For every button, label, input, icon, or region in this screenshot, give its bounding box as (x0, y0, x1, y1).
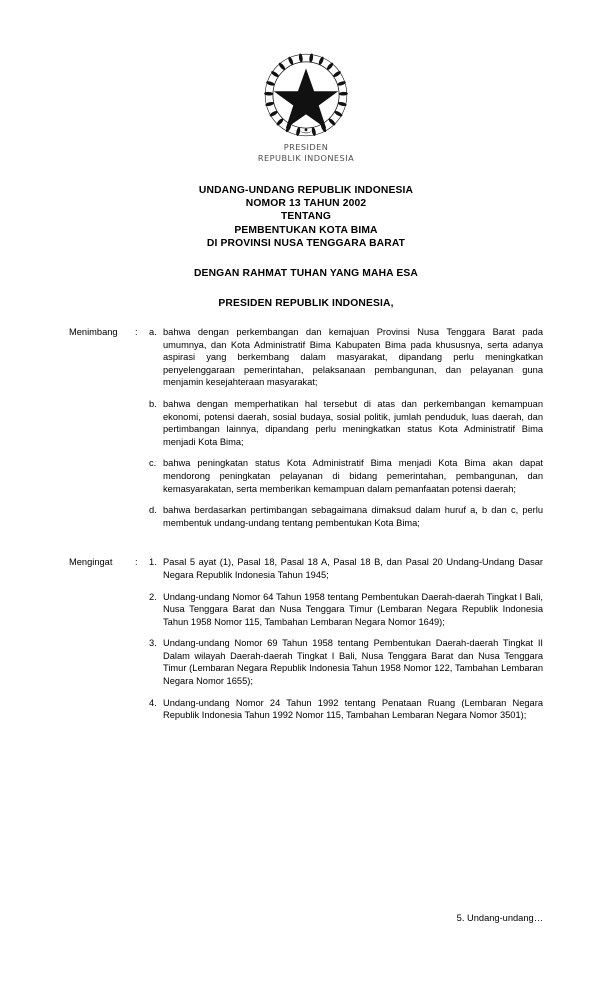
clause-marker: 3. (149, 638, 157, 649)
letterhead-caption-line2: REPUBLIK INDONESIA (257, 153, 355, 163)
clause-item (0, 697, 612, 722)
clause-spacer (0, 389, 612, 398)
clause-marker: 2. (149, 591, 157, 602)
clause-marker: a. (149, 327, 157, 337)
section-menimbang (0, 326, 612, 529)
clause-item (0, 398, 612, 448)
title-spacer-1 (0, 250, 612, 267)
clause-item (0, 556, 612, 581)
clause-marker: c. (149, 458, 157, 469)
clause-text: Undang-undang Nomor 64 Tahun 1958 tentang Pembentukan Daerah-daerah Tingkat I Bali, Nusa Tenggara Barat dan Nusa Tenggara Timur (Lembaran Negara Republik Indonesia Tahun 1958 Nomor 115, Tambahan Lembaran Negara Nomor 1649); (163, 591, 543, 627)
letterhead (0, 52, 612, 164)
clause-spacer (0, 448, 612, 457)
title-line-tentang: TENTANG (280, 211, 332, 223)
title-spacer-2 (0, 280, 612, 297)
clause-item (0, 457, 612, 495)
title-line-blessing: DENGAN RAHMAT TUHAN YANG MAHA ESA (193, 268, 419, 280)
section-colon-menimbang: : (135, 327, 138, 337)
title-line-province: DI PROVINSI NUSA TENGGARA BARAT (206, 237, 406, 249)
page-continuation-footer: 5. Undang-undang… (456, 913, 543, 923)
clause-item (0, 591, 612, 629)
clause-marker: d. (149, 505, 157, 516)
document-body (0, 326, 612, 722)
title-line-number-year: NOMOR 13 TAHUN 2002 (245, 198, 367, 210)
section-colon-mengingat: : (135, 557, 138, 568)
section-label-mengingat: Mengingat (69, 557, 113, 568)
garuda-star-wreath-emblem (263, 52, 349, 138)
section-mengingat (0, 556, 612, 722)
clause-spacer (0, 688, 612, 697)
clause-text: bahwa dengan perkembangan dan kemajuan Provinsi Nusa Tenggara Barat pada umumnya, dan Kota Administratif Bima Kabupaten Bima pada khususnya, serta adanya aspirasi yang berkembang dalam masyarakat, dipandang perlu meningkatkan penyelenggaraan pemerintahan, pelaksanaan pembangunan, dan pelayanan guna menjamin kesejahteraan masyarakat; (163, 327, 543, 388)
title-line-subject: PEMBENTUKAN KOTA BIMA (234, 224, 378, 236)
title-line-law-type: UNDANG-UNDANG REPUBLIK INDONESIA (198, 185, 414, 196)
clause-marker: b. (149, 398, 157, 409)
clause-marker: 4. (149, 697, 157, 708)
section-spacer (0, 529, 612, 556)
document-title-block (0, 184, 612, 310)
clause-item (0, 504, 612, 529)
section-label-menimbang: Menimbang (69, 327, 118, 337)
letterhead-caption-line1: PRESIDEN (283, 142, 329, 152)
clause-text: bahwa dengan memperhatikan hal tersebut di atas dan perkembangan kemampuan ekonomi, potensi daerah, sosial budaya, sosial politik, jumlah penduduk, luas daerah, dan pertimbangan lainnya, dipandang perlu meningkatkan status Kota Administratif Bima menjadi Kota Bima; (163, 398, 543, 447)
clause-text: Pasal 5 ayat (1), Pasal 18, Pasal 18 A, Pasal 18 B, dan Pasal 20 Undang-Undang Dasar Negara Republik Indonesia Tahun 1945; (163, 557, 543, 580)
clause-text: bahwa peningkatan status Kota Administratif Bima menjadi Kota Bima akan dapat mendorong peningkatan pelayanan di bidang pemerintahan, pembangunan, dan kemasyarakatan, serta memberikan kemampuan dalam pemanfaatan potensi daerah; (163, 458, 543, 494)
title-line-authority: PRESIDEN REPUBLIK INDONESIA, (218, 298, 394, 310)
clause-item (0, 637, 612, 687)
clause-spacer (0, 495, 612, 504)
clause-item (0, 326, 612, 389)
clause-marker: 1. (149, 557, 157, 568)
clause-spacer (0, 628, 612, 637)
clause-text: Undang-undang Nomor 69 Tahun 1958 tentang Pembentukan Daerah-daerah Tingkat II Dalam wilayah Daerah-daerah Tingkat I Bali, Nusa Tenggara Barat dan Nusa Tenggara Timur (Lembaran Negara Republik Indonesia Tahun 1958 Nomor 122, Tambahan Lembaran Negara Nomor 1655); (163, 638, 543, 687)
clause-spacer (0, 582, 612, 591)
letterhead-caption (0, 142, 612, 164)
clause-text: Undang-undang Nomor 24 Tahun 1992 tentang Penataan Ruang (Lembaran Negara Republik Indonesia Tahun 1992 Nomor 115, Tambahan Lembaran Negara Nomor 3501); (163, 697, 543, 721)
clause-text: bahwa berdasarkan pertimbangan sebagaimana dimaksud dalam huruf a, b dan c, perlu membentuk undang-undang tentang pembentukan Kota Bima; (163, 505, 543, 528)
